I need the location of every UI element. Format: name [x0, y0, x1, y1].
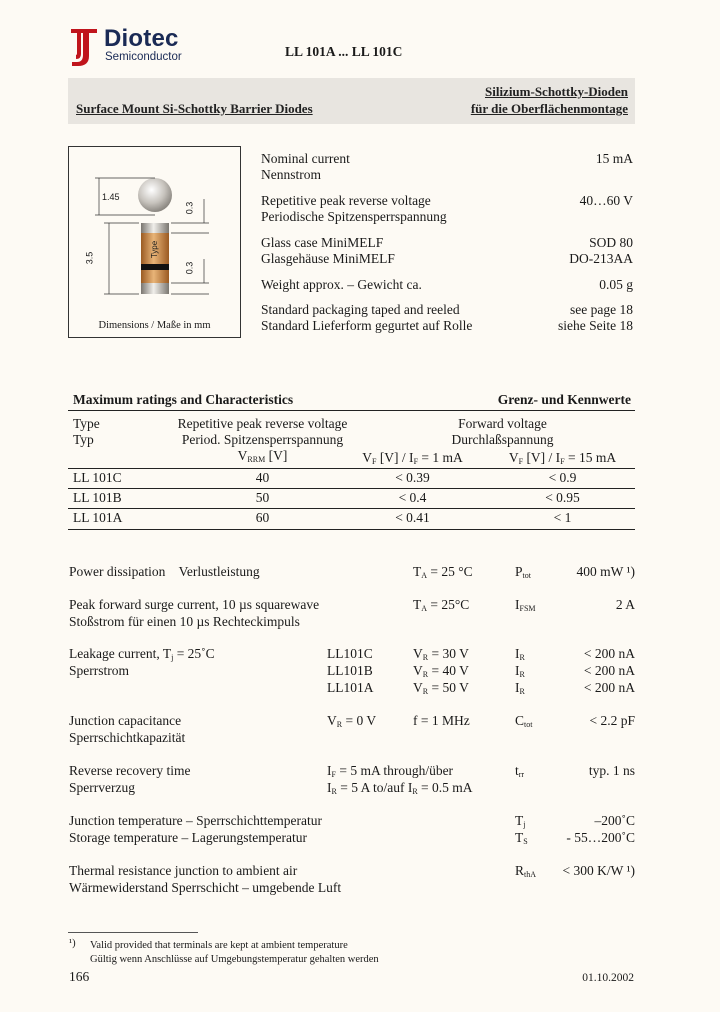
param-thermal-resistance [69, 862, 635, 896]
if-sub: F [413, 457, 419, 466]
col-type-en: Type [73, 416, 100, 431]
table-rule [68, 488, 635, 489]
revision-date: 01.10.2002 [582, 972, 634, 984]
param-label-junction-temp: Junction temperature – Sperrschichttemperatur [69, 813, 323, 828]
cell-vrrm: 60 [255, 510, 270, 525]
spec-value: see page 18 [570, 302, 633, 317]
spec-item [261, 235, 633, 277]
cell-vrrm: 50 [255, 490, 270, 505]
cell-vf1: < 0.4 [398, 490, 427, 505]
spec-label-de: Standard Lieferform gegurtet auf Rolle [261, 318, 473, 333]
leak-val: < 200 nA [583, 663, 635, 678]
vf-v: V [508, 450, 519, 465]
leak-val: < 200 nA [583, 646, 635, 661]
sym: T [515, 813, 524, 828]
param-condition-1 [327, 712, 376, 733]
spec-label-en: Repetitive peak reverse voltage [261, 193, 431, 208]
vf-mid: [V] / I [523, 450, 561, 465]
param-condition-2: f = 1 MHz [413, 713, 470, 728]
col-type-de: Typ [73, 432, 94, 447]
dim-0-3-top: 0.3 [184, 201, 195, 215]
sym: T [515, 830, 524, 845]
cond-sub2: R [412, 787, 418, 796]
dim-1-45: 1.45 [102, 192, 120, 202]
col-header-vrrm [160, 416, 365, 468]
vf-sub: F [518, 457, 524, 466]
cond-sub: R [422, 687, 429, 696]
param-value: < 300 K/W ¹) [562, 863, 635, 878]
vf-sub: F [371, 457, 377, 466]
cell-vf2: < 0.95 [545, 490, 580, 505]
leak-sym [515, 679, 525, 700]
col-header-type [73, 416, 100, 448]
cell-type: LL 101B [73, 490, 122, 505]
table-row [68, 470, 635, 488]
cond-i: I [327, 780, 332, 795]
dimension-figure [68, 146, 241, 338]
logo-name: Diotec [104, 25, 179, 52]
param-reverse-recovery [69, 762, 635, 796]
spec-label-en: Standard packaging taped and reeled [261, 302, 460, 317]
spec-label-en: Glass case MiniMELF [261, 235, 384, 250]
footnote-marker: ¹) [69, 938, 76, 949]
cond-v: V [413, 646, 423, 661]
param-condition [413, 563, 473, 584]
cond-v: V [413, 663, 423, 678]
param-value: < 2.2 pF [589, 713, 635, 728]
spec-value: SOD 80 [589, 235, 633, 250]
param-value: 400 mW ¹) [576, 564, 635, 579]
document-title: LL 101A ... LL 101C [285, 44, 403, 59]
param-label-de: Sperrstrom [69, 663, 129, 678]
cond-sub: R [336, 720, 343, 729]
sym-sub: R [519, 670, 525, 679]
sym-sub: thA [524, 870, 537, 879]
cond-sub: R [422, 653, 429, 662]
cond-val: = 50 V [428, 680, 469, 695]
param-symbol [515, 862, 536, 883]
leak-row [327, 662, 635, 679]
title-english: Surface Mount Si-Schottky Barrier Diodes [76, 101, 313, 116]
cell-vf2: < 1 [553, 510, 572, 525]
sym-sub: S [523, 837, 528, 846]
cond-sub: R [331, 787, 337, 796]
cond-t: T [413, 564, 422, 579]
cond-t: T [413, 597, 422, 612]
vrrm-v: V [237, 448, 248, 463]
cond-v: V [413, 680, 423, 695]
param-junction-capacitance [69, 712, 635, 746]
sym: I [515, 680, 520, 695]
footnote-rule [68, 932, 198, 933]
cell-vf1: < 0.39 [395, 470, 430, 485]
leak-label: Leakage current, T [69, 646, 172, 661]
sym-sub: R [519, 653, 525, 662]
param-condition [413, 596, 469, 617]
param-label-storage-temp: Storage temperature – Lagerungstemperatur [69, 830, 308, 845]
leak-type: LL101B [327, 663, 373, 678]
title-german-line1: Silizium-Schottky-Dioden [484, 84, 628, 99]
param-surge-current [69, 596, 635, 630]
sym: R [515, 863, 525, 878]
param-label: Power dissipation Verlustleistung [69, 564, 260, 579]
diotec-logo [68, 26, 198, 68]
cell-vf2: < 0.9 [548, 470, 577, 485]
table-row [68, 490, 635, 508]
cond-sub: A [421, 604, 428, 613]
ratings-title-de: Grenz- und Kennwerte [497, 392, 631, 407]
cond-sub: A [421, 571, 428, 580]
spec-value: 0.05 g [599, 277, 633, 292]
param-symbol [515, 762, 524, 783]
dim-0-3-bottom: 0.3 [184, 261, 195, 275]
col-vf-en: Forward voltage [458, 416, 547, 431]
cond-val: = 25°C [427, 597, 470, 612]
param-label-en: Reverse recovery time [69, 763, 191, 778]
cond-sub: R [422, 670, 429, 679]
param-label-de: Wärmewiderstand Sperrschicht – umgebende Luft [69, 880, 342, 895]
ratings-title-en: Maximum ratings and Characteristics [73, 392, 294, 407]
sym: P [515, 564, 523, 579]
footnote-en: Valid provided that terminals are kept at ambient temperature [90, 940, 348, 951]
spec-value: 15 mA [595, 151, 633, 166]
sym: I [515, 663, 520, 678]
dim-3-5: 3.5 [84, 251, 95, 265]
param-leakage-current [69, 645, 635, 697]
param-symbol [515, 563, 531, 584]
spec-label-de: Periodische Spitzensperrspannung [261, 209, 447, 224]
param-temperatures [69, 812, 635, 846]
param-value: typ. 1 ns [588, 763, 635, 778]
cond-val: = 30 V [428, 646, 469, 661]
title-band [68, 78, 635, 124]
spec-list [261, 151, 633, 336]
vrrm-sub: RRM [247, 455, 266, 464]
spec-label-en: Nominal current [261, 151, 350, 166]
vf-mid: [V] / I [376, 450, 414, 465]
cond-sub: F [331, 770, 336, 779]
table-rule-top [68, 410, 635, 411]
param-label-de: Sperrverzug [69, 780, 135, 795]
param-power-dissipation [69, 563, 635, 581]
leak-sub: j [171, 653, 174, 662]
param-label-de: Stoßstrom für einen 10 µs Rechteckimpuls [69, 614, 300, 629]
cell-vrrm: 40 [255, 470, 270, 485]
param-label-en: Peak forward surge current, 10 µs squarewave [69, 597, 320, 612]
table-rule-bottom [68, 529, 635, 530]
cond-val: = 25 °C [427, 564, 473, 579]
cond-val2: = 0.5 mA [417, 780, 473, 795]
figure-caption: Dimensions / Maße in mm [98, 320, 211, 331]
spec-label-de: Nennstrom [261, 167, 321, 182]
sym: I [515, 646, 520, 661]
spec-label-en: Weight approx. – Gewicht ca. [261, 277, 422, 292]
vf-v: V [362, 450, 372, 465]
spec-item [261, 151, 633, 193]
leak-val: < 200 nA [583, 680, 635, 695]
spec-value-2: siehe Seite 18 [558, 318, 633, 333]
table-row [68, 510, 635, 528]
cell-type: LL 101A [73, 510, 123, 525]
param-condition-2 [327, 779, 473, 800]
spec-label-de: Glasgehäuse MiniMELF [261, 251, 395, 266]
page-number: 166 [69, 969, 90, 984]
vf-cond-15ma: = 15 mA [564, 450, 617, 465]
param-symbol [515, 712, 532, 733]
table-rule [68, 468, 635, 469]
leak-cond [413, 679, 469, 700]
col-header-vf-1ma [340, 450, 485, 466]
leak-type: LL101A [327, 680, 374, 695]
param-value-ts: - 55…200˚C [566, 830, 635, 845]
table-rule [68, 508, 635, 509]
leak-type: LL101C [327, 646, 373, 661]
spec-item [261, 193, 633, 235]
sym-sub: tot [522, 571, 531, 580]
cond-i: I [327, 763, 332, 778]
spec-item [261, 277, 633, 302]
sym-sub: R [519, 687, 525, 696]
sym: I [515, 597, 520, 612]
param-label-de: Sperrschichtkapazität [69, 730, 186, 745]
title-german-line2: für die Oberflächenmontage [470, 101, 628, 116]
sym-sub: FSM [519, 604, 536, 613]
col-header-vf-15ma [490, 450, 635, 466]
col-vrrm-de: Period. Spitzensperrspannung [181, 432, 344, 447]
col-vrrm-en: Repetitive peak reverse voltage [177, 416, 348, 431]
cond-val: = 40 V [428, 663, 469, 678]
logo-subtitle: Semiconductor [105, 51, 182, 63]
sym: C [515, 713, 525, 728]
leak-row [327, 679, 635, 696]
param-value-tj: –200˚C [594, 813, 635, 828]
vrrm-unit: [V] [265, 448, 288, 463]
col-vf-de: Durchlaßspannung [451, 432, 554, 447]
spec-value-2: DO-213AA [569, 251, 633, 266]
diotec-logo-mark [68, 26, 100, 68]
type-marking: Type [150, 240, 160, 259]
param-symbol-ts [515, 829, 528, 850]
param-value: 2 A [615, 597, 635, 612]
cond-val: = 5 mA through/über [335, 763, 454, 778]
sym-sub: j [523, 820, 526, 829]
sym: t [515, 763, 519, 778]
cond-val: = 0 V [342, 713, 377, 728]
sym-sub: tot [524, 720, 533, 729]
spec-value: 40…60 V [579, 193, 633, 208]
cell-type: LL 101C [73, 470, 122, 485]
footnote-de: Gültig wenn Anschlüsse auf Umgebungstemperatur gehalten werden [90, 954, 379, 965]
cell-vf1: < 0.41 [395, 510, 430, 525]
vf-cond-1ma: = 1 mA [418, 450, 463, 465]
col-vrrm-symbol [160, 448, 365, 468]
if-sub: F [560, 457, 565, 466]
cond-v: V [327, 713, 337, 728]
leak-temp: = 25˚C [173, 646, 215, 661]
leak-row [327, 645, 635, 662]
sym-sub: rr [518, 770, 525, 779]
col-header-vf [370, 416, 635, 448]
param-label-en: Junction capacitance [69, 713, 182, 728]
cond-val: = 5 A to/auf I [336, 780, 413, 795]
param-symbol [515, 596, 536, 617]
param-label-en: Thermal resistance junction to ambient air [69, 863, 298, 878]
spec-item [261, 302, 633, 336]
